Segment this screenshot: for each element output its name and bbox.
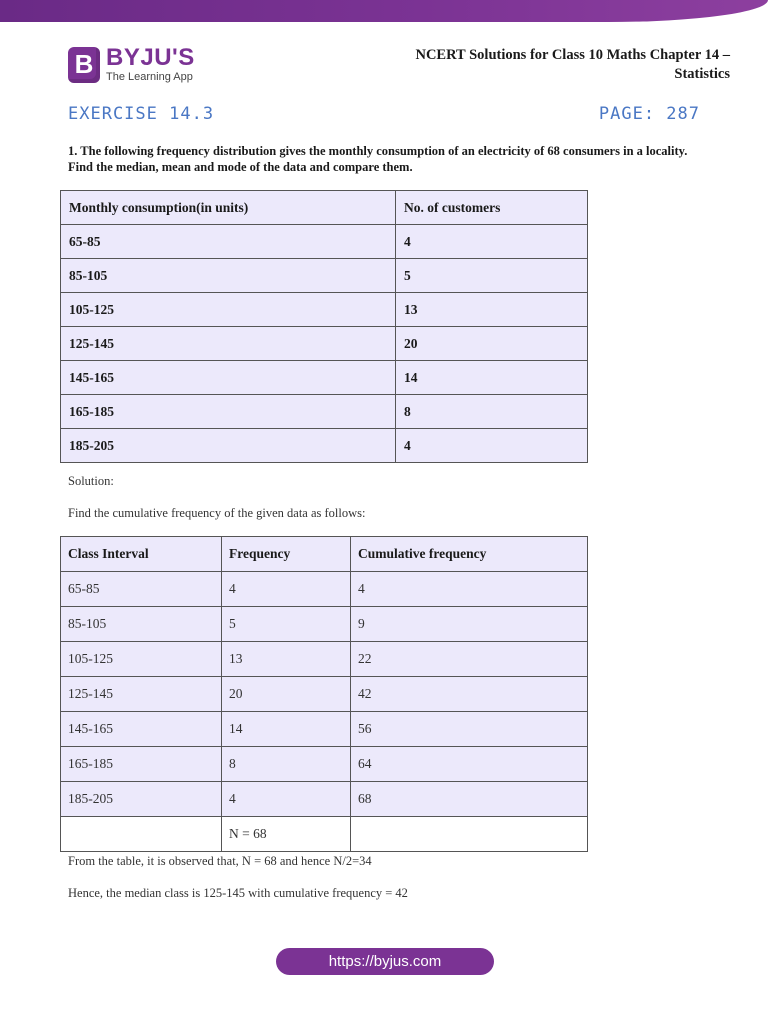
table-cell: 65-85 (61, 572, 222, 607)
table-row (61, 293, 588, 327)
table-row (61, 395, 588, 429)
table-cell: 8 (396, 395, 588, 429)
document-title-line2: Statistics (674, 66, 730, 82)
table-cell: 4 (222, 782, 351, 817)
table-cell: N = 68 (222, 817, 351, 852)
table-cell: 20 (396, 327, 588, 361)
table-cell: 4 (351, 572, 588, 607)
table-cell: 5 (222, 607, 351, 642)
table-cell: 65-85 (61, 225, 396, 259)
table-row (61, 572, 588, 607)
table-cell: 125-145 (61, 677, 222, 712)
table-row (61, 677, 588, 712)
table-cell: 14 (222, 712, 351, 747)
website-link[interactable]: https://byjus.com (276, 948, 494, 975)
question-text: 1. The following frequency distribution gives the monthly consumption of an electricity of 68 consumers in a locality. Find the median, mean and mode of the data and compare them. (68, 144, 688, 174)
table-cell: 14 (396, 361, 588, 395)
table-header-cell: Class Interval (61, 537, 222, 572)
table-cell: 145-165 (61, 361, 396, 395)
table-cell: 8 (222, 747, 351, 782)
table-cell (61, 817, 222, 852)
table-header-row (61, 191, 588, 225)
table-cell: 56 (351, 712, 588, 747)
table-cell: 13 (396, 293, 588, 327)
table-row (61, 607, 588, 642)
observation-text: From the table, it is observed that, N = 68 and hence N/2=34 (68, 854, 372, 868)
table-cell: 105-125 (61, 642, 222, 677)
exercise-heading: EXERCISE 14.3 (68, 104, 215, 124)
table-cell: 85-105 (61, 259, 396, 293)
table-cell: 20 (222, 677, 351, 712)
table-cell: 105-125 (61, 293, 396, 327)
table-cell: 145-165 (61, 712, 222, 747)
consumption-table (60, 190, 588, 463)
table-cell: 68 (351, 782, 588, 817)
table-cell: 165-185 (61, 747, 222, 782)
logo-tagline: The Learning App (106, 71, 193, 83)
table-row (61, 225, 588, 259)
header-band (0, 0, 768, 22)
table-cell: 4 (222, 572, 351, 607)
table-cell: 165-185 (61, 395, 396, 429)
table-cell: 185-205 (61, 782, 222, 817)
table-cell: 64 (351, 747, 588, 782)
table-header-cell: Monthly consumption(in units) (61, 191, 396, 225)
page-number: PAGE: 287 (598, 104, 700, 124)
table-row (61, 361, 588, 395)
cumulative-frequency-table (60, 536, 588, 852)
table-cell: 185-205 (61, 429, 396, 463)
solution-label: Solution: (68, 474, 114, 488)
table-cell: 9 (351, 607, 588, 642)
document-title-line1: NCERT Solutions for Class 10 Maths Chapter 14 – (415, 47, 730, 63)
table-header-cell: Cumulative frequency (351, 537, 588, 572)
byjus-logo[interactable] (68, 46, 195, 83)
table-header-cell: Frequency (222, 537, 351, 572)
table-row (61, 782, 588, 817)
table-cell: 13 (222, 642, 351, 677)
cumulative-intro: Find the cumulative frequency of the given data as follows: (68, 506, 366, 520)
table-header-cell: No. of customers (396, 191, 588, 225)
table-row (61, 712, 588, 747)
median-class-text: Hence, the median class is 125-145 with cumulative frequency = 42 (68, 886, 408, 900)
table-cell: 4 (396, 429, 588, 463)
table-cell: 125-145 (61, 327, 396, 361)
table-row (61, 642, 588, 677)
table-cell: 22 (351, 642, 588, 677)
table-row (61, 747, 588, 782)
table-cell: 42 (351, 677, 588, 712)
logo-text (106, 46, 195, 83)
table-row (61, 259, 588, 293)
table-row (61, 327, 588, 361)
logo-mark-icon: B (68, 47, 100, 83)
table-cell: 85-105 (61, 607, 222, 642)
table-row (61, 429, 588, 463)
table-cell: 5 (396, 259, 588, 293)
table-header-row (61, 537, 588, 572)
document-title (370, 46, 730, 84)
table-row (61, 817, 588, 852)
table-cell: 4 (396, 225, 588, 259)
logo-name: BYJU'S (106, 44, 195, 71)
table-cell (351, 817, 588, 852)
